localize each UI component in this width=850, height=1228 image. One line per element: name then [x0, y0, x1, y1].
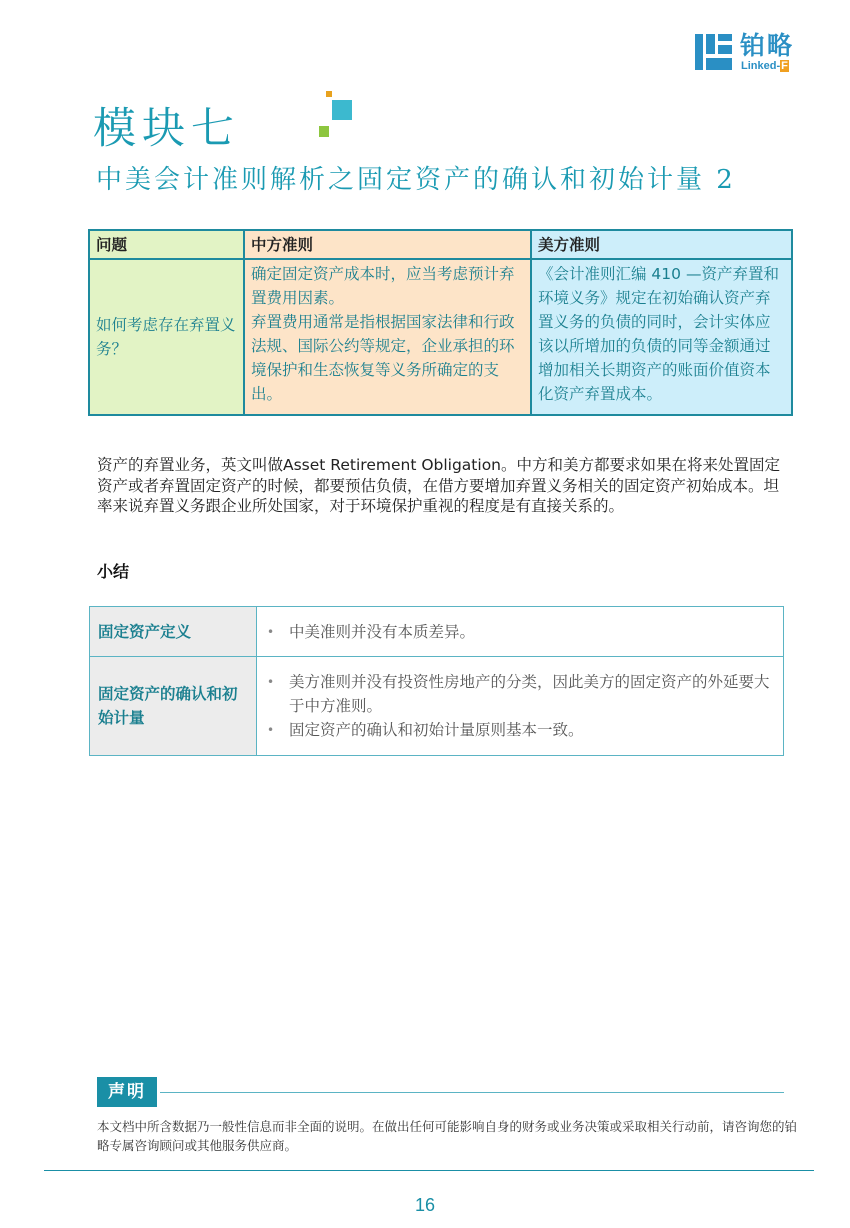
disclaimer-divider [160, 1092, 784, 1093]
summary-value [257, 607, 784, 657]
list-item: • 美方准则并没有投资性房地产的分类，因此美方的固定资产的外延要大于中方准则。 [267, 670, 773, 718]
summary-key: 固定资产定义 [90, 607, 257, 657]
page-number: 16 [414, 1195, 436, 1215]
page-subtitle: 中美会计准则解析之固定资产的确认和初始计量 2 [96, 165, 736, 195]
header-us-standard: 美方准则 [531, 230, 792, 259]
header-issue: 问题 [89, 230, 244, 259]
disclaimer-text: 本文档中所含数据乃一般性信息而非全面的说明。在做出任何可能影响自身的财务或业务决策或采取相关行动前，请咨询您的铂略专属咨询顾问或其他服务供应商。 [97, 1119, 798, 1153]
brand-logo [694, 32, 814, 76]
summary-value [257, 657, 784, 756]
cell-question: 如何考虑存在弃置义务？ [89, 259, 244, 415]
decorative-squares-icon [318, 90, 368, 146]
summary-table [89, 606, 784, 756]
cn-line: 确定固定资产成本时，应当考虑预计弃置费用因素。 [251, 265, 515, 307]
table-row [90, 657, 784, 756]
cell-cn-standard [244, 259, 531, 415]
cn-line: 弃置费用通常是指根据国家法律和行政法规、国际公约等规定，企业承担的环境保护和生态恢复等义务所确定的支出。 [251, 313, 515, 403]
comparison-table [88, 229, 793, 416]
list-item: • 中美准则并没有本质差异。 [267, 620, 773, 644]
table-row [89, 259, 792, 415]
logo-mark-icon [694, 32, 734, 72]
body-paragraph: 资产的弃置业务，英文叫做Asset Retirement Obligation。中方和美方都要求如果在将来处置固定资产或者弃置固定资产的时候，都要预估负债，在借方要增加弃置义务相关的固定资产初始成本。坦率来说弃置义务跟企业所处国家，对于环境保护重视的程度是有直接关系的。 [97, 456, 781, 515]
logo-text-en: Linked-F [741, 60, 788, 72]
cell-us-standard: 《会计准则汇编 410 —资产弃置和环境义务》规定在初始确认资产弃置义务的负债的同时，会计实体应该以所增加的负债的同等金额通过增加相关长期资产的账面价值资本化资产弃置成本。 [531, 259, 792, 415]
summary-key: 固定资产的确认和初始计量 [90, 657, 257, 756]
logo-text-cn: 铂略 [740, 31, 795, 60]
module-title: 模块七 [93, 104, 240, 154]
header-cn-standard: 中方准则 [244, 230, 531, 259]
table-row [90, 607, 784, 657]
disclaimer-badge: 声明 [97, 1077, 157, 1107]
footer-divider [44, 1170, 814, 1171]
summary-heading: 小结 [97, 562, 130, 581]
table-header-row [89, 230, 792, 259]
list-item: • 固定资产的确认和初始计量原则基本一致。 [267, 718, 773, 742]
